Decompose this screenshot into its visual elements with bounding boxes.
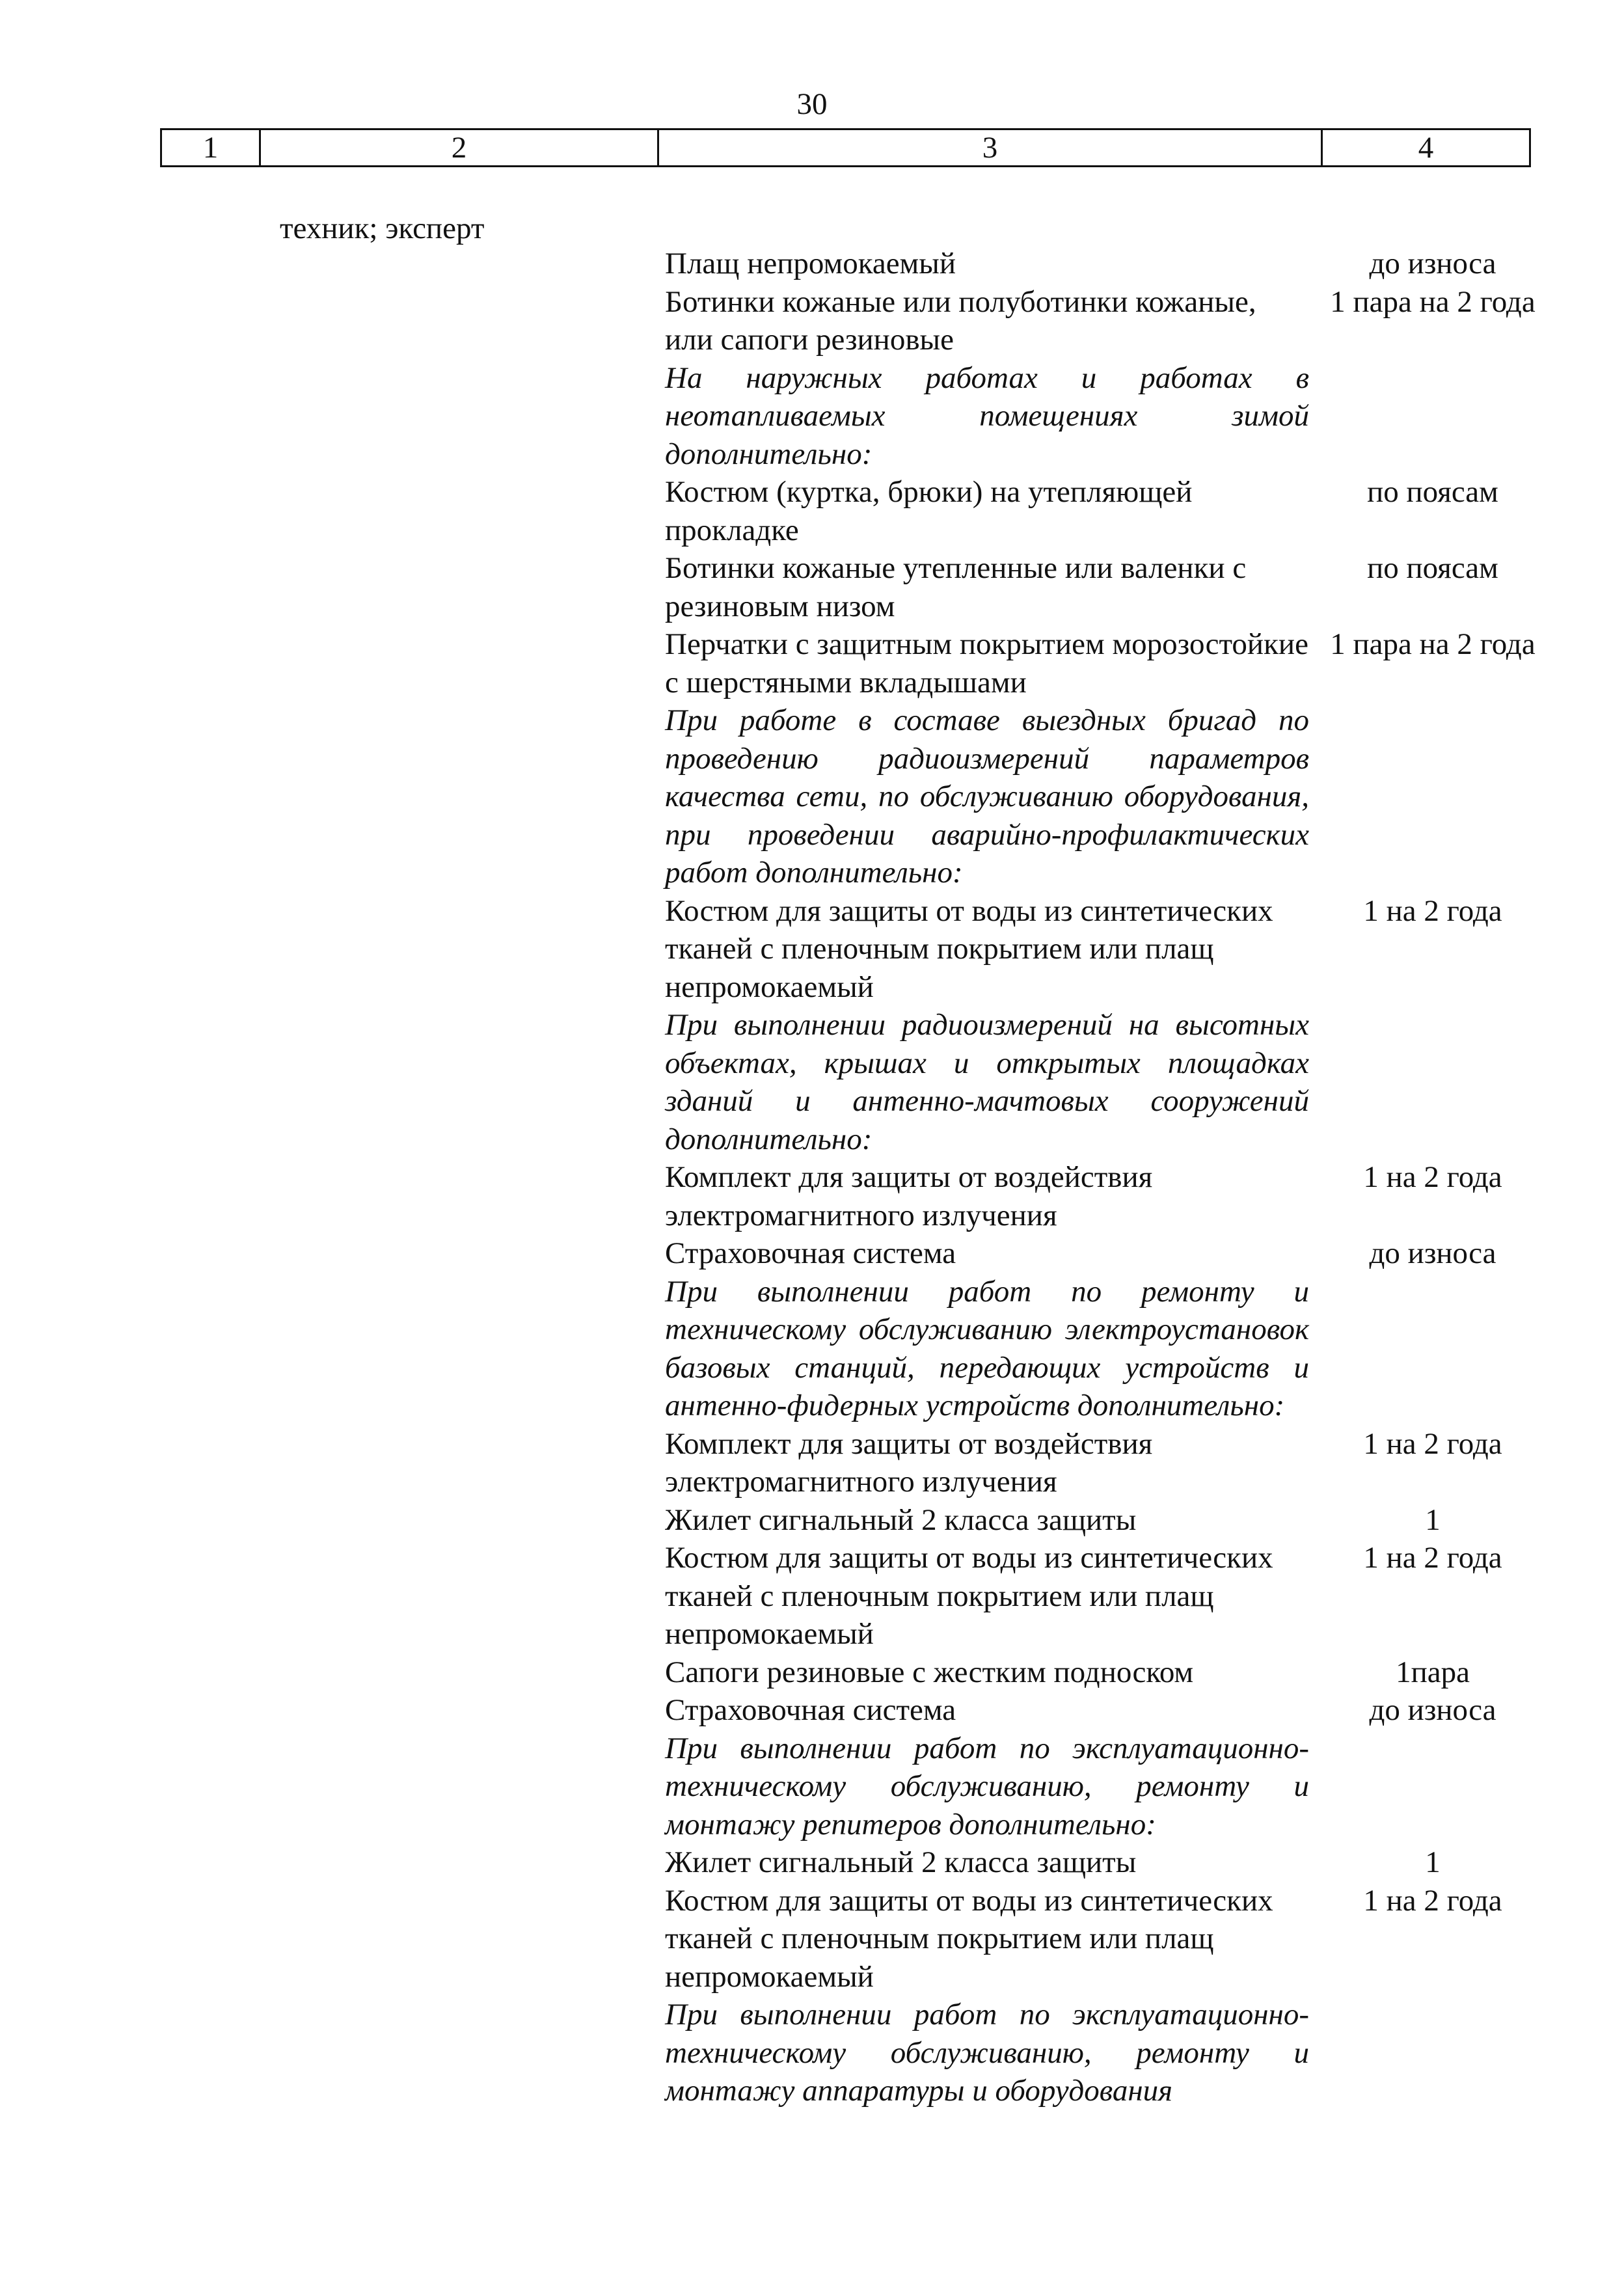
ppe-item-name: Жилет сигнальный 2 класса защиты: [665, 1502, 1137, 1537]
table-row: [665, 1882, 1537, 1996]
condition-row: [665, 701, 1537, 892]
table-row: [665, 1234, 1537, 1273]
ppe-item-name: Костюм (куртка, брюки) на утепляющей прокладке: [665, 475, 1193, 547]
ppe-item-name: Ботинки кожаные или полуботинки кожаные, или сапоги резиновые: [665, 284, 1256, 357]
table-row: [665, 1691, 1537, 1730]
ppe-item-name: Страховочная система: [665, 1236, 956, 1270]
ppe-item-norm: 1: [1425, 1845, 1441, 1879]
page-number: 30: [796, 87, 828, 121]
condition-row: [665, 359, 1537, 474]
table-row: [665, 283, 1537, 359]
condition-row: [665, 1996, 1537, 2110]
condition-text: При выполнении радиоизмерений на высотных объектах, крышах и открытых площадках зданий и антенно-мачтовых сооружений дополнительно:: [665, 1008, 1309, 1156]
condition-text: При выполнении работ по эксплуатационно-техническому обслуживанию, ремонту и монтажу аппаратуры и оборудования: [665, 1998, 1309, 2108]
ppe-item-name: Жилет сигнальный 2 класса защиты: [665, 1845, 1137, 1879]
table-row: [665, 245, 1537, 283]
condition-text: На наружных работах и работах в неотапливаемых помещениях зимой дополнительно:: [665, 360, 1309, 471]
ppe-item-name: Плащ непромокаемый: [665, 247, 956, 280]
ppe-item-norm: 1 на 2 года: [1363, 1541, 1502, 1575]
table-row: [665, 1425, 1537, 1501]
table-row: [665, 1501, 1537, 1540]
ppe-list: [665, 245, 1537, 2110]
ppe-item-name: Сапоги резиновые с жестким подноском: [665, 1655, 1194, 1689]
table-row: [665, 1653, 1537, 1692]
position-title: техник; эксперт: [280, 211, 485, 245]
column-header-1: 1: [162, 130, 261, 165]
condition-row: [665, 1006, 1537, 1158]
table-row: [665, 1158, 1537, 1234]
ppe-item-norm: до износа: [1369, 1693, 1496, 1727]
condition-text: При выполнении работ по эксплуатационно-техническому обслуживанию, ремонту и монтажу репитеров дополнительно:: [665, 1731, 1309, 1841]
ppe-item-name: Комплект для защиты от воздействия электромагнитного излучения: [665, 1160, 1153, 1232]
ppe-item-norm: 1 на 2 года: [1363, 1426, 1502, 1461]
condition-text: При выполнении работ по ремонту и техническому обслуживанию электроустановок базовых станций, передающих устройств и антенно-фидерных устройств дополнительно:: [665, 1274, 1309, 1422]
ppe-item-name: Костюм для защиты от воды из синтетических тканей с пленочным покрытием или плащ непромокаемый: [665, 1541, 1273, 1651]
ppe-item-norm: 1 на 2 года: [1363, 1883, 1502, 1918]
condition-text: При работе в составе выездных бригад по проведению радиоизмерений параметров качества сети, по обслуживанию оборудования, при проведении аварийно-профилактических работ дополнительно:: [665, 703, 1309, 890]
ppe-item-name: Костюм для защиты от воды из синтетических тканей с пленочным покрытием или плащ непромокаемый: [665, 1883, 1273, 1994]
ppe-item-norm: 1 на 2 года: [1363, 1160, 1502, 1194]
table-row: [665, 1539, 1537, 1653]
ppe-item-norm: 1 пара на 2 года: [1330, 627, 1536, 661]
ppe-item-norm: 1: [1425, 1502, 1441, 1537]
table-row: [665, 549, 1537, 625]
column-header-4: 4: [1418, 131, 1434, 165]
column-header-row: [160, 128, 1531, 167]
ppe-item-name: Ботинки кожаные утепленные или валенки с резиновым низом: [665, 551, 1247, 623]
ppe-item-norm: по поясам: [1367, 551, 1498, 585]
ppe-item-name: Страховочная система: [665, 1693, 956, 1727]
table-row: [665, 473, 1537, 549]
condition-row: [665, 1273, 1537, 1425]
table-row: [665, 1843, 1537, 1882]
table-row: [665, 892, 1537, 1007]
ppe-item-norm: 1 пара на 2 года: [1330, 284, 1536, 319]
ppe-item-name: Комплект для защиты от воздействия электромагнитного излучения: [665, 1426, 1153, 1499]
column-header-2: 2: [261, 130, 659, 165]
ppe-item-name: Костюм для защиты от воды из синтетических тканей с пленочным покрытием или плащ непромокаемый: [665, 893, 1273, 1004]
column-header-3: 3: [659, 130, 1323, 165]
table-row: [665, 625, 1537, 701]
ppe-item-norm: до износа: [1369, 1236, 1496, 1270]
condition-row: [665, 1730, 1537, 1844]
ppe-item-norm: 1пара: [1396, 1655, 1470, 1689]
ppe-item-norm: до износа: [1369, 247, 1496, 280]
ppe-item-norm: по поясам: [1367, 475, 1498, 509]
ppe-item-norm: 1 на 2 года: [1363, 893, 1502, 928]
ppe-item-name: Перчатки с защитным покрытием морозостойкие с шерстяными вкладышами: [665, 627, 1308, 700]
